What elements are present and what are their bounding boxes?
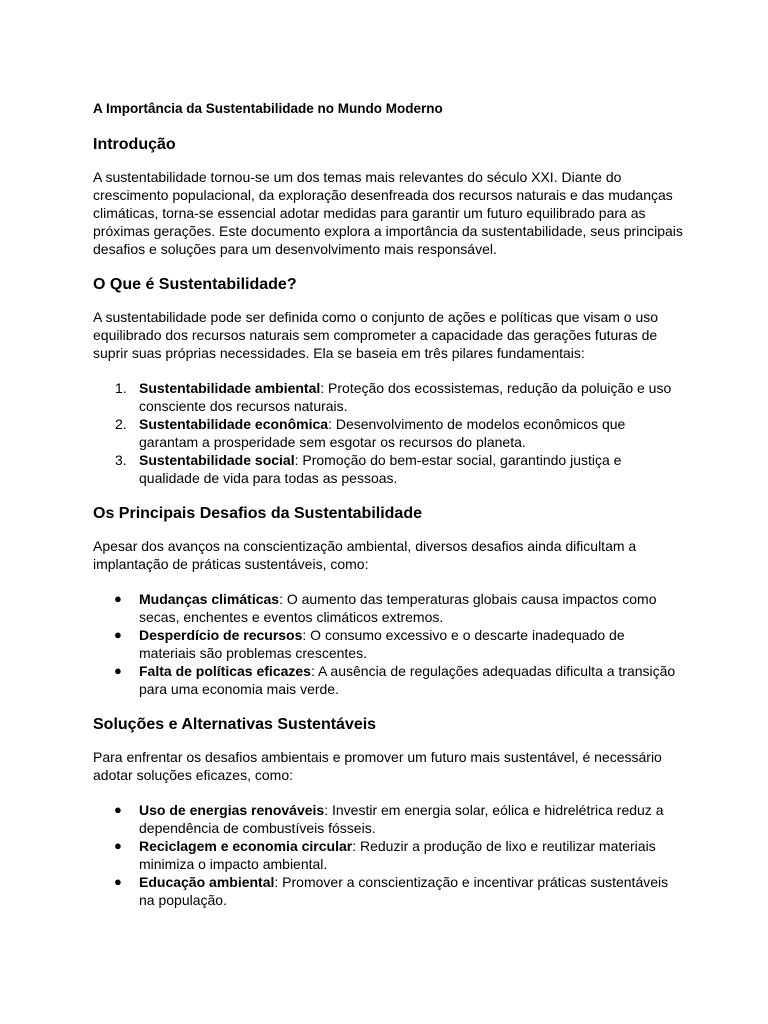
list-item [93, 626, 683, 662]
list-number: 3. [115, 452, 127, 468]
section-introduction [93, 135, 683, 258]
paragraph-what-is: A sustentabilidade pode ser definida como o conjunto de ações e políticas que visam o uso equilibrado dos recursos naturais sem comprometer a capacidade das gerações futuras de suprir suas próprias necessidades. Ela se baseia em três pilares fundamentais: [93, 309, 659, 361]
section-heading-what-is: O Que é Sustentabilidade? [93, 276, 297, 293]
list-item-term: Sustentabilidade ambiental [139, 380, 321, 396]
list-item-text: : O aumento das temperaturas globais causa impactos como secas, enchentes e eventos climáticos extremos. [139, 591, 657, 625]
list-item [93, 662, 683, 698]
list-item-text: : Promover a conscientização e incentivar práticas sustentáveis na população. [139, 874, 669, 908]
bullet-icon: ● [114, 591, 122, 606]
list-item-term: Sustentabilidade social [139, 452, 295, 468]
list-item [93, 873, 683, 909]
document-title: A Importância da Sustentabilidade no Mundo Moderno [93, 101, 443, 116]
paragraph-challenges: Apesar dos avanços na conscientização ambiental, diversos desafios ainda dificultam a implantação de práticas sustentáveis, como: [93, 538, 637, 572]
list-item-text: : Reduzir a produção de lixo e reutilizar materiais minimiza o impacto ambiental. [139, 838, 656, 872]
section-challenges [93, 504, 683, 698]
bullet-icon: ● [114, 838, 122, 853]
list-item-term: Sustentabilidade econômica [139, 416, 329, 432]
list-item [93, 415, 683, 451]
list-number: 2. [115, 416, 127, 432]
list-item [93, 451, 683, 487]
list-item-text: : Proteção dos ecossistemas, redução da poluição e uso consciente dos recursos naturais. [139, 380, 672, 414]
document-page [93, 100, 683, 926]
list-item [93, 379, 683, 415]
paragraph-solutions: Para enfrentar os desafios ambientais e promover um futuro mais sustentável, é necessário adotar soluções eficazes, como: [93, 749, 662, 783]
list-item-text: : Desenvolvimento de modelos econômicos que garantam a prosperidade sem esgotar os recursos do planeta. [139, 416, 626, 450]
list-item-term: Educação ambiental [139, 874, 275, 890]
bullet-icon: ● [114, 802, 122, 817]
list-item [93, 801, 683, 837]
list-item-term: Reciclagem e economia circular [139, 838, 353, 854]
bullet-list-solutions [93, 801, 683, 909]
list-item-term: Desperdício de recursos [139, 627, 303, 643]
list-item-text: : A ausência de regulações adequadas dificulta a transição para uma economia mais verde. [139, 663, 676, 697]
section-solutions [93, 715, 683, 909]
bullet-icon: ● [114, 627, 122, 642]
list-item-term: Uso de energias renováveis [139, 802, 325, 818]
section-heading-challenges: Os Principais Desafios da Sustentabilidade [93, 505, 422, 522]
list-item-term: Mudanças climáticas [139, 591, 280, 607]
bullet-list-challenges [93, 590, 683, 698]
list-item-term: Falta de políticas eficazes [139, 663, 311, 679]
section-heading-introduction: Introdução [93, 136, 176, 153]
numbered-list-pillars [93, 379, 683, 487]
section-heading-solutions: Soluções e Alternativas Sustentáveis [93, 716, 377, 733]
list-number: 1. [115, 380, 127, 396]
list-item [93, 590, 683, 626]
list-item-text: : Investir em energia solar, eólica e hidrelétrica reduz a dependência de combustíveis fósseis. [139, 802, 664, 836]
paragraph-introduction: A sustentabilidade tornou-se um dos temas mais relevantes do século XXI. Diante do crescimento populacional, da exploração desenfreada dos recursos naturais e das mudanças climáticas, torna-se essencial adotar medidas para garantir um futuro equilibrado para as próximas gerações. Este documento explora a importância da sustentabilidade, seus principais desafios e soluções para um desenvolvimento mais responsável. [93, 169, 683, 257]
bullet-icon: ● [114, 874, 122, 889]
list-item-text: : Promoção do bem-estar social, garantindo justiça e qualidade de vida para todas as pessoas. [139, 452, 622, 486]
section-what-is-sustainability [93, 275, 683, 487]
list-item [93, 837, 683, 873]
bullet-icon: ● [114, 663, 122, 678]
list-item-text: : O consumo excessivo e o descarte inadequado de materiais são problemas crescentes. [139, 627, 625, 661]
